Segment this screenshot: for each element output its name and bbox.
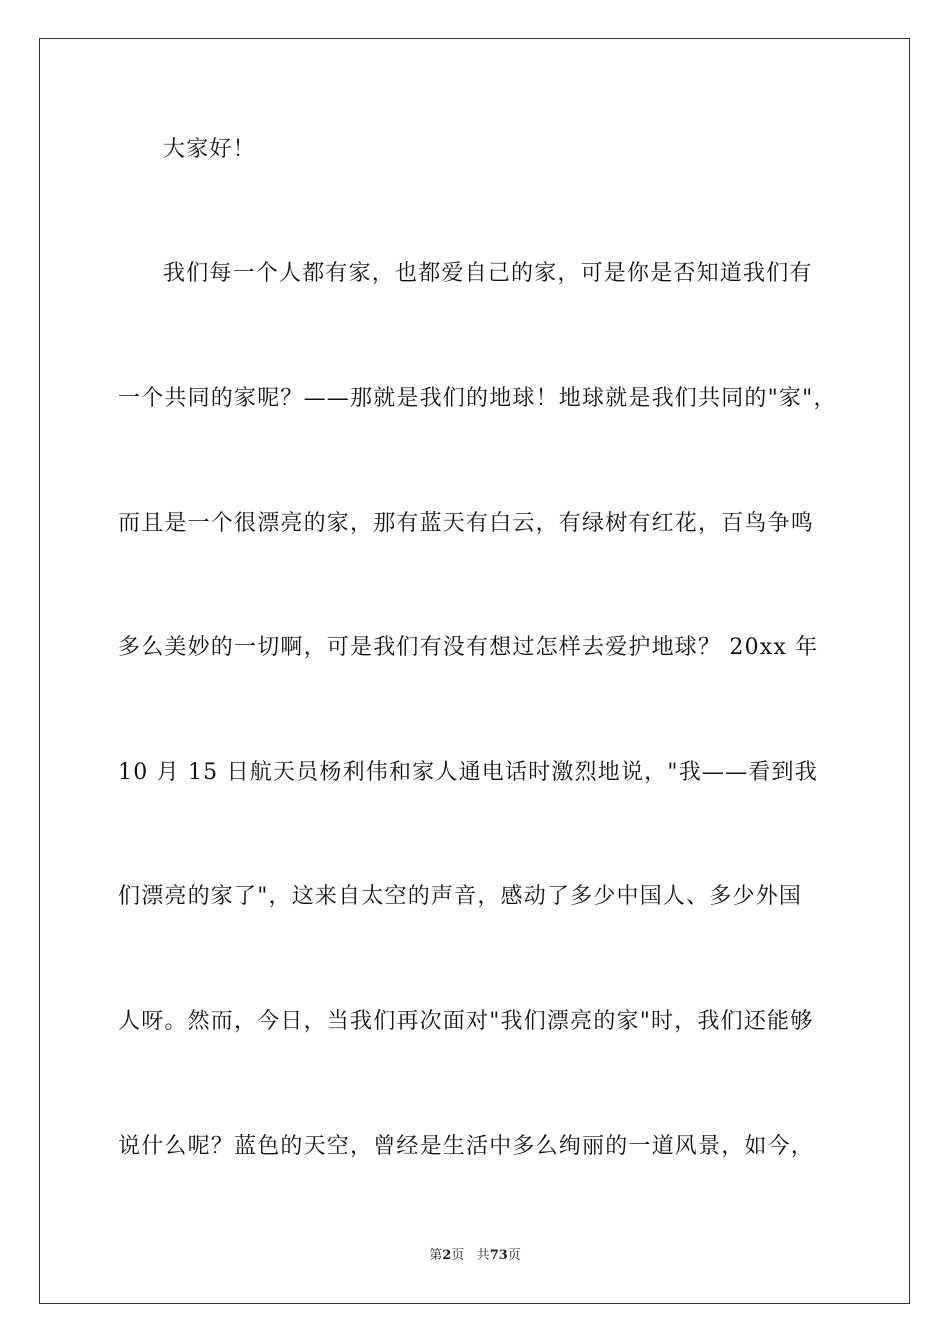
- page-suffix: 页: [451, 1248, 465, 1263]
- paragraph-line-4: 多么美妙的一切啊，可是我们有没有想过怎样去爱护地球？ 20xx 年: [118, 635, 819, 660]
- page-footer: [0, 1246, 950, 1266]
- page-number: 2: [442, 1248, 452, 1263]
- paragraph-line-8: 说什么呢？蓝色的天空，曾经是生活中多么绚丽的一道风景，如今，: [118, 1134, 815, 1159]
- total-suffix: 页: [507, 1248, 521, 1263]
- paragraph-line-3: 而且是一个很漂亮的家，那有蓝天有白云，有绿树有红花，百鸟争鸣: [118, 511, 815, 536]
- page-border: [39, 38, 910, 1304]
- total-prefix: 共: [476, 1248, 490, 1263]
- paragraph-line-6: 们漂亮的家了"，这来自太空的声音，感动了多少中国人、多少外国: [118, 884, 803, 909]
- paragraph-line-5: 10 月 15 日航天员杨利伟和家人通电话时激烈地说，"我——看到我: [118, 760, 818, 785]
- paragraph-line-2: 一个共同的家呢？——那就是我们的地球！地球就是我们共同的"家"，: [118, 386, 837, 411]
- total-pages: 73: [489, 1248, 508, 1263]
- paragraph-line-7: 人呀。然而，今日，当我们再次面对"我们漂亮的家"时，我们还能够: [118, 1009, 814, 1034]
- page-prefix: 第: [429, 1248, 443, 1263]
- greeting-line: 大家好！: [163, 137, 256, 162]
- paragraph-line-1: 我们每一个人都有家，也都爱自己的家，可是你是否知道我们有: [163, 261, 813, 286]
